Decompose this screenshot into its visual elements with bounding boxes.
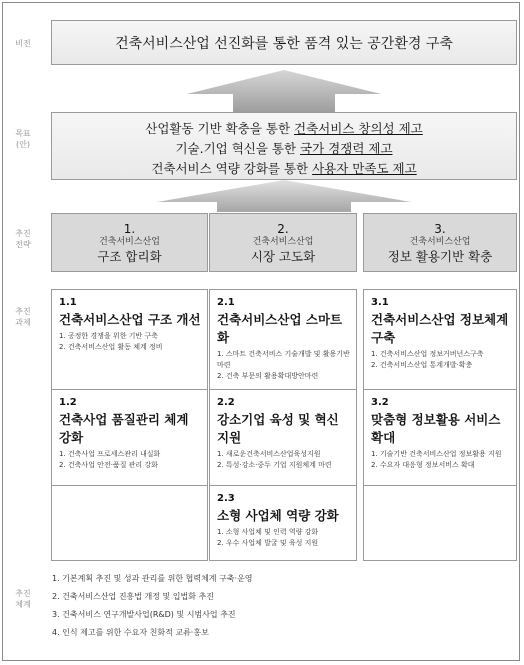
task-1-1-item-2: 2. 건축서비스산업 활동 체계 정비 xyxy=(59,343,163,351)
task-1-1-title: 건축서비스산업 구조 개선 xyxy=(59,312,201,327)
strategy-1-sub: 건축서비스산업 xyxy=(99,237,160,247)
system-item-3: 3. 건축서비스 연구개발사업(R&D) 및 시범사업 추진 xyxy=(52,610,236,619)
system-item-2: 2. 건축서비스산업 진흥법 개정 및 입법화 추진 xyxy=(52,592,214,601)
goal-line-3: 건축서비스 역량 강화를 통한 사용자 만족도 제고 xyxy=(151,161,417,176)
task-1-2 xyxy=(52,389,207,485)
system-list xyxy=(52,570,492,642)
task-2-2-title: 강소기업 육성 및 혁신 지원 xyxy=(217,412,339,445)
task-2-1-num: 2.1 xyxy=(217,297,235,308)
side-label-system: 추진 체계 xyxy=(15,589,31,609)
task-3-1 xyxy=(364,290,516,389)
side-label-tasks: 추진 과제 xyxy=(15,307,31,327)
strategy-2-num: 2. xyxy=(277,222,289,236)
task-1-2-num: 1.2 xyxy=(59,397,77,408)
task-2-1 xyxy=(210,290,356,389)
task-3-2-num: 3.2 xyxy=(371,397,389,408)
task-column-3 xyxy=(363,289,517,561)
system-item-4: 4. 인식 제고를 위한 수요자 친화적 교류·홍보 xyxy=(52,628,209,637)
goal-box xyxy=(51,112,517,180)
task-1-2-item-2: 2. 건축사업 안전·품질 관리 강화 xyxy=(59,461,158,469)
task-2-3-item-1: 1. 소형 사업체 및 인력 역량 강화 xyxy=(217,528,319,536)
task-3-1-item-2: 2. 건축서비스산업 통계개발·확충 xyxy=(371,361,473,369)
strategy-1-num: 1. xyxy=(123,222,136,236)
strategy-3-num: 3. xyxy=(434,222,446,236)
side-label-goal: 목표 (안) xyxy=(15,129,31,149)
up-arrow-2 xyxy=(51,172,517,214)
goal-lines xyxy=(52,119,516,179)
task-3-1-num: 3.1 xyxy=(371,297,389,308)
task-3-2 xyxy=(364,389,516,485)
task-column-1 xyxy=(51,289,208,561)
task-2-1-item-2: 2. 건축 부문의 활용확대방안마련 xyxy=(217,372,319,380)
strategy-2-main: 시장 고도화 xyxy=(250,249,316,264)
task-3-2-title: 맞춤형 정보활용 서비스 확대 xyxy=(371,412,501,445)
up-arrow-1 xyxy=(51,66,517,114)
side-label-vision: 비전 xyxy=(15,39,31,48)
task-2-3-num: 2.3 xyxy=(217,493,235,504)
task-3-1-title: 건축서비스산업 정보체계 구축 xyxy=(371,312,509,345)
task-3-1-item-1: 1. 건축서비스산업 정보거버넌스구축 xyxy=(371,350,484,358)
system-item-1: 1. 기본계획 추진 및 성과 관리를 위한 협력체계 구축·운영 xyxy=(52,574,253,583)
task-1-1-item-1: 1. 공정한 경쟁을 위한 기반 구축 xyxy=(59,332,158,340)
task-2-1-item-1: 1. 스마트 건축서비스 기술개발 및 활용기반 마련 xyxy=(217,350,350,369)
task-column-2 xyxy=(209,289,357,561)
strategy-3 xyxy=(363,213,517,272)
vision-box xyxy=(51,20,517,65)
vision-text: 건축서비스산업 선진화를 통한 품격 있는 공간환경 구축 xyxy=(115,36,453,52)
task-2-2 xyxy=(210,389,356,485)
task-2-1-title: 건축서비스산업 스마트화 xyxy=(217,312,343,345)
task-3-2-item-2: 2. 수요자 대응형 정보서비스 확대 xyxy=(371,461,475,469)
task-1-1 xyxy=(52,290,207,389)
task-2-3-title: 소형 사업체 역량 강화 xyxy=(217,508,339,523)
task-2-2-item-1: 1. 새로운건축서비스산업육성지원 xyxy=(217,450,321,458)
strategy-3-main: 정보 활용기반 확충 xyxy=(387,249,493,264)
task-3-2-item-1: 1. 기술기반 건축서비스산업 정보활용 지원 xyxy=(371,450,502,458)
task-2-2-num: 2.2 xyxy=(217,397,235,408)
task-2-3 xyxy=(210,485,356,561)
task-2-3-item-2: 2. 우수 사업체 발굴 및 육성 지원 xyxy=(217,539,319,547)
side-label-strategy: 추진 전략 xyxy=(15,229,31,249)
strategy-1-main: 구조 합리화 xyxy=(97,249,162,264)
strategy-3-sub: 건축서비스산업 xyxy=(409,237,471,247)
task-1-2-item-1: 1. 건축사업 프로세스관리 내실화 xyxy=(59,450,161,458)
task-3-empty xyxy=(364,485,516,561)
strategy-2 xyxy=(209,213,357,272)
task-2-2-item-2: 2. 특성·강소·중두 기업 지원체계 마련 xyxy=(217,461,332,469)
strategy-1 xyxy=(51,213,208,272)
goal-line-2: 기술.기업 혁신을 통한 국가 경쟁력 제고 xyxy=(175,141,393,156)
strategy-2-sub: 건축서비스산업 xyxy=(252,237,314,247)
task-1-1-num: 1.1 xyxy=(59,297,77,308)
goal-line-1: 산업활동 기반 확충을 통한 건축서비스 창의성 제고 xyxy=(145,121,423,136)
task-1-empty xyxy=(52,485,207,561)
task-1-2-title: 건축사업 품질관리 체계 강화 xyxy=(59,412,189,445)
